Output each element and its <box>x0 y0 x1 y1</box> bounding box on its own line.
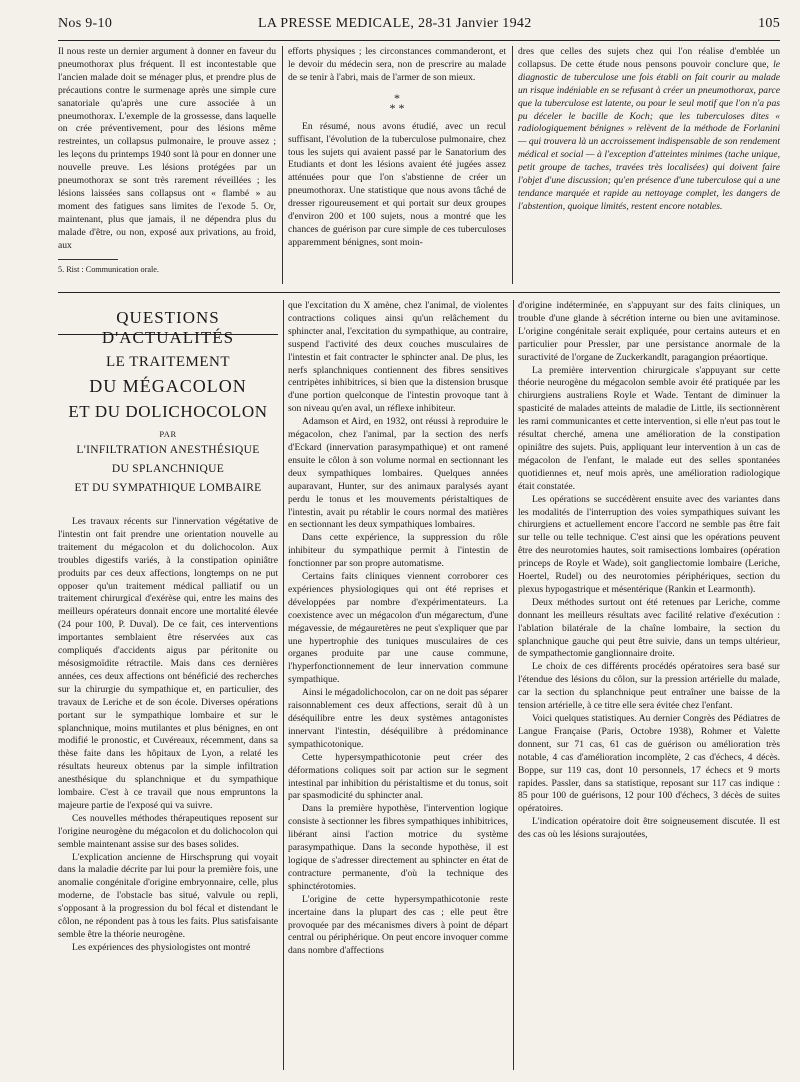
paragraph: L'indication opératoire doit être soigneusement discutée. Il est des cas où les lésions surajoutées, <box>518 816 780 841</box>
paragraph: Il nous reste un dernier argument à donner en faveur du pneumothorax plus fréquent. Il est incontestable que l'ancien malade doit se ménager plus, et prendre plus de précautions contre le surmenage après une simple cure sanatoriale qu'après une cure associée à un pneumothorax. L'exemple de la grossesse, dans laquelle on crée préventivement, pour des lésions même restreintes, un collapsus pulmonaire, le prouve assez ; les leçons du printemps 1940 sont là pour en donner une nouvelle preuve. Les lésions protégées par un pneumothorax se sont très rarement réveillées ; les lésions laissées sans collapsus ont « flambé » au moment des fatigues sans limites de l'exode 5. Or, maintenant, plus que jamais, il ne dépendra plus du malade d'être, ou non, exposé aux privations, au froid, aux <box>58 46 276 251</box>
paragraph: Les travaux récents sur l'innervation végétative de l'intestin ont fait prendre une orientation nouvelle au traitement du mégacolon et du dolichocolon. Aux troubles digestifs variés, à la constipation opiniâtre produits par ces deux affections, longtemps on ne put opposer qu'un traitement médical palliatif ou un traitement chirurgical d'exérèse qui, entre les mains des meilleurs opérateurs donnait encore une mortalité élevée (24 pour 100, P. Duval). De ce fait, ces interventions importantes semblaient être réservées aux cas compliqués d'accidents aigus par péritonite ou mésosigmoïdite rétractile. Mais dans ces dernières années, ces deux affections ont bénéficié des recherches sur la chirurgie du sympathique et, en particulier, des travaux de Leriche et de son école. Diverses opérations portant sur le sympathique lombaire et sur le splanchnique, moins mutilantes et plus bénignes, en ont modifié le pronostic, et Cuvéreaux, récemment, dans sa thèse faite dans les hôpitaux de Lyon, a relaté les résultats heureux obtenus par la simple infiltration anesthésique du splanchnique et du sympathique lombaire. C'est à ce travail que nous empruntons la majeure partie de l'exposé qui va suivre. <box>58 516 278 811</box>
paragraph: La première intervention chirurgicale s'appuyant sur cette théorie neurogène du mégacolon semble avoir été pratiquée par les chirurgiens australiens Royle et Wade. Tentant de diminuer la spasticité de malades atteints de maladie de Little, ils sectionnèrent les rami communicantes et cette intervention, si elle n'eut pas tout le résultat cherché, amena une amélioration de la constipation opiniâtre des sujets. Puis, appliquant leur intervention à un cas de mégacolon de l'enfant, le malade eut des selles spontanées quotidiennes et, neuf mois après, une amélioration radiologique était constatée. <box>518 364 780 492</box>
paragraph: L'explication ancienne de Hirschsprung qui voyait dans la maladie décrite par lui pour la première fois, une anomalie congénitale d'origine embryonnaire, celle, plus moderne, de l'obstacle bas situé, valvule ou repli, s'opposant à la progression du bol fécal et distendant le côlon, ne répondent pas à tous les faits. Plus satisfaisante semble être la théorie neurogène. <box>58 851 278 940</box>
column-divider <box>282 46 283 284</box>
paragraph: En résumé, nous avons étudié, avec un recul suffisant, l'évolution de la tuberculose pulmonaire, chez tous les sujets qui avaient passé par le Sanatorium des Etudiants et dont les lésions avaient été jugées assez atténuées pour que l'on s'abstienne de créer un pneumothorax. Une statistique que nous avons tâché de dresser rigoureusement et qui portait sur deux groupes d'environ 200 et 100 sujets, nous a montré que les chances de guérison par cure simple de ces tuberculoses apparemment bénignes, sont moin- <box>288 120 506 248</box>
article-subtitle-line-2: DU SPLANCHNIQUE <box>111 463 225 475</box>
column-divider <box>283 300 284 1070</box>
footnote-rule <box>58 259 118 260</box>
asterism-bottom: * * <box>389 100 405 115</box>
paragraph: que l'excitation du X amène, chez l'animal, de violentes contractions coliques ainsi qu'un relâchement du sphincter anal, l'excitation du sympathique, au contraire, suspend l'activité des deux couches musculaires de l'intestin et fait contracter le sphincter anal. De plus, les nerfs splanchniques contiennent des fibres sensitives centripètes inhibitrices, si bien que la distension brusque d'une portion quelconque de l'intestin provoque tant à son niveau qu'en aval, un réflexe inhibiteur. <box>288 300 508 415</box>
page-number: 105 <box>758 16 780 31</box>
paragraph: Adamson et Aird, en 1932, ont réussi à reproduire le mégacolon, chez l'animal, par la section des nerfs d'Eckard (innervation parasympathique) et ont ramené ensuite le côlon à son volume normal en sectionnant les deux sympathiques lombaires. Quelques années auparavant, Hunter, sur des animaux paralysés ayant perdu le tonus et les mouvements péristaltiques de l'intestin, avait pu rétablir le cours normal des matières en sectionnant les deux sympathiques lombaires. <box>288 416 508 531</box>
header-rule <box>58 40 780 41</box>
paragraph: d'origine indéterminée, en s'appuyant sur des faits cliniques, un trouble d'une glande à sécrétion interne ou bien une avitaminose. L'origine congénitale serait expliquée, pour certains auteurs et en particulier pour Pressler, par une persistance anormale de la suractivité de l'organe de Zuckerkandlt, paragangion préaortique. <box>518 300 780 363</box>
conclusion-paragraph <box>518 46 780 214</box>
paragraph: Voici quelques statistiques. Au dernier Congrès des Pédiatres de Langue Française (Paris, Octobre 1938), Rohmer et Valette donnent, sur 71 cas, 61 cas de guérison ou amélioration très notable, 4 cas d'amélioration incomplète, 2 cas d'échecs, 4 décès. Boppe, sur 119 cas, dont 10 personnels, 17 échecs et 9 morts rapides. Passler, dans sa statistique, reposant sur 117 cas indique : 85 pour 100 de guérisons, 12 pour 100 d'échecs, 3 décès de suites opératoires. <box>518 713 780 815</box>
issue-number: Nos 9-10 <box>58 16 113 31</box>
page-header <box>58 16 780 38</box>
article-column-3 <box>518 300 780 842</box>
article-title-line-2: DU MÉGACOLON <box>89 376 247 396</box>
paragraph: efforts physiques ; les circonstances commanderont, et le devoir du médecin sera, non de prescrire au malade de se tenir à l'abri, mais de l'armer de son mieux. <box>288 46 506 83</box>
article-title-line-3: ET DU DOLICHOCOLON <box>68 402 268 421</box>
article-title-block <box>58 354 278 496</box>
paragraph: Les opérations se succédèrent ensuite avec des variantes dans les modalités de l'interruption des voies sympathiques suivant les chirurgiens et actuellement encore l'accord ne semble pas être fait sur telle ou telle technique. C'est ainsi que les opérations peuvent être des neurotomies hautes, soit ramisections lombaires (opération princeps de Royle et Wade), soit gangliectomie lombaire (Leriche, Hoertel, Rudel) ou des neurotomies périphériques, section du plexus hypogastrique et mésentérique (Rankin et Learmonth). <box>518 493 780 595</box>
paragraph: Les expériences des physiologistes ont montré <box>72 941 251 953</box>
article-byline-par: PAR <box>159 429 177 439</box>
paragraph: Cette hypersympathicotonie peut créer des déformations coliques soit par action sur le segment intestinal par inhibition du péristaltisme et du tonus, soit par spasmodicité du sphincter anal. <box>288 751 508 802</box>
top-column-1 <box>58 46 276 275</box>
paragraph: Ces nouvelles méthodes thérapeutiques reposent sur l'origine neurogène du mégacolon et du dolichocolon qui semble maintenant assise sur des bases solides. <box>58 812 278 850</box>
conclusion-text: dres que celles des sujets chez qui l'on réalise d'emblée un collapsus. De cette étude nous pensons pouvoir conclure que, <box>518 46 780 70</box>
asterism-top: * <box>394 90 400 105</box>
article-subtitle-line-1: L'INFILTRATION ANESTHÉSIQUE <box>76 444 260 456</box>
column-divider <box>512 46 513 284</box>
top-column-2 <box>288 46 506 250</box>
paragraph: Dans cette expérience, la suppression du rôle inhibiteur du sympathique permit à l'intestin de fonctionner par son propre automatisme. <box>288 532 508 570</box>
footnote: 5. Rist : Communication orale. <box>58 264 159 274</box>
column-divider <box>513 300 514 1070</box>
conclusion-italic-text: le diagnostic de tuberculose une fois établi on fait courir au malade un risque indéniable en se refusant à créer un pneumothorax, parce que la tuberculose est latente, ou pour le seul motif que l'on n'a pas pu déceler le bacille de Koch; que les tuberculoses dites « radiologiquement bénignes » relèvent de la méthode de Forlanini — qui trouvera là un accroissement indispensable de son rendement médical et social — à l'exception d'atteintes minimes (tache unique, petit groupe de taches, travées très localisées) qui doivent faire l'objet d'une discussion; qu'en présence d'une tuberculose qui a une tendance marquée et rapide au nettoyage complet, les dangers de l'abstention, quoique limités, restent encore notables. <box>518 58 781 212</box>
section-rubric: QUESTIONS D'ACTUALITÉS <box>58 308 278 335</box>
paragraph: L'origine de cette hypersympathicotonie reste incertaine dans la plupart des cas ; elle peut être provoquée par des mécanismes divers à point de départ central ou périphérique. On peut encore invoquer comme dans nombre d'affections <box>288 893 508 957</box>
paragraph: Le choix de ces différents procédés opératoires sera basé sur l'étendue des lésions du côlon, sur la pression artérielle du malade, car la section du splanchnique peut entraîner une baisse de la tension artérielle, à ce titre elle sera évitée chez l'enfant. <box>518 661 780 712</box>
article-subtitle-line-3: ET DU SYMPATHIQUE LOMBAIRE <box>74 482 262 494</box>
paragraph: Ainsi le mégadolichocolon, car on ne doit pas séparer raisonnablement ces deux affections, serait dû à un déséquilibre entre les deux systèmes antagonistes innervant l'intestin, déséquilibre à prédominance sympathicotonique. <box>288 687 508 750</box>
article-column-2 <box>288 300 508 958</box>
top-column-3 <box>518 46 780 214</box>
paragraph: Deux méthodes surtout ont été retenues par Leriche, comme donnant les meilleurs résultats avec facilité relative d'exécution : l'ablation bilatérale de la chaîne lombaire, la section du splanchnique gauche qui peut être suivie, dans un temps ultérieur, de sympathectomie ganglionnaire droite. <box>518 596 780 660</box>
paragraph: Dans la première hypothèse, l'intervention logique consiste à sectionner les fibres sympathiques inhibitrices, libérant ainsi l'action motrice du système parasympathique. Dans la seconde hypothèse, il est logique de s'adresser directement au sphincter en état de contracture permanente, d'où la technique des sphinctérotomies. <box>288 803 508 892</box>
article-column-1 <box>58 516 278 955</box>
section-rule <box>58 292 780 293</box>
section-break <box>288 90 506 115</box>
journal-title: LA PRESSE MEDICALE, 28-31 Janvier 1942 <box>258 16 532 31</box>
article-title-line-1: LE TRAITEMENT <box>105 354 231 370</box>
paragraph: Certains faits cliniques viennent corroborer ces expériences physiologiques qui ont été reprises et développées par nombre d'expérimentateurs. La coexistence avec un mégacolon d'un mégarectum, d'une mégavessie, de mégauretères ne peut s'expliquer que par une hypertrophie des tuniques musculaires de ces organes produite par une cause commune, l'hyperfonctionnement de leur innervation commune sympathique. <box>288 571 508 686</box>
